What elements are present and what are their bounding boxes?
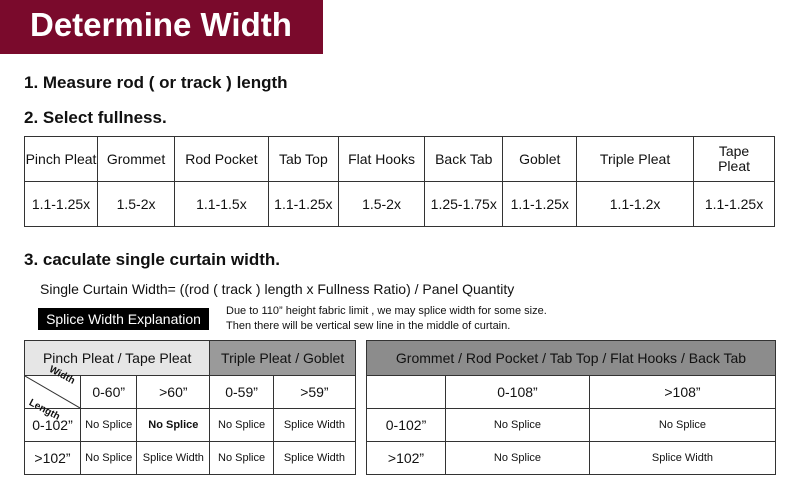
splice-note-line-2: Then there will be vertical sew line in the middle of curtain. bbox=[226, 320, 511, 332]
group-header-pinch-tape: Pinch Pleat / Tape Pleat bbox=[25, 341, 210, 376]
splice-cell: Splice Width bbox=[273, 442, 355, 475]
table-row bbox=[25, 442, 356, 475]
splice-cell: No Splice bbox=[446, 409, 590, 442]
ratio-cell: 1.25-1.75x bbox=[425, 182, 503, 227]
style-cell: Tab Top bbox=[268, 137, 338, 182]
width-range-row bbox=[367, 376, 776, 409]
style-cell: Tape Pleat bbox=[694, 137, 775, 182]
length-range-cell: >102” bbox=[367, 442, 446, 475]
ratio-cell: 1.1-1.25x bbox=[268, 182, 338, 227]
corner-width-label: Width bbox=[47, 364, 77, 387]
splice-cell: No Splice bbox=[81, 409, 137, 442]
group-header-row bbox=[367, 341, 776, 376]
ratio-cell: 1.1-1.2x bbox=[577, 182, 694, 227]
width-formula: Single Curtain Width= ((rod ( track ) length x Fullness Ratio) / Panel Quantity bbox=[40, 281, 515, 297]
splice-cell: Splice Width bbox=[589, 442, 775, 475]
splice-note-line-1: Due to 110” height fabric limit , we may splice width for some size. bbox=[226, 305, 547, 317]
style-cell: Triple Pleat bbox=[577, 137, 694, 182]
width-range-cell: 0-59” bbox=[210, 376, 274, 409]
table-row bbox=[367, 409, 776, 442]
style-cell: Pinch Pleat bbox=[25, 137, 98, 182]
splice-cell: No Splice bbox=[589, 409, 775, 442]
style-cell: Goblet bbox=[503, 137, 577, 182]
style-cell: Rod Pocket bbox=[175, 137, 269, 182]
width-range-cell: >60” bbox=[137, 376, 210, 409]
page-title: Determine Width bbox=[30, 6, 292, 43]
table-row bbox=[25, 409, 356, 442]
length-range-cell: >102” bbox=[25, 442, 81, 475]
splice-cell: No Splice bbox=[446, 442, 590, 475]
style-cell: Flat Hooks bbox=[338, 137, 424, 182]
splice-cell: No Splice bbox=[81, 442, 137, 475]
empty-corner-cell bbox=[367, 376, 446, 409]
length-range-cell: 0-102” bbox=[367, 409, 446, 442]
width-range-cell: 0-60” bbox=[81, 376, 137, 409]
fullness-ratio-row bbox=[25, 182, 775, 227]
step-1-heading: 1. Measure rod ( or track ) length bbox=[24, 73, 288, 92]
splice-cell: No Splice bbox=[210, 442, 274, 475]
splice-cell: Splice Width bbox=[273, 409, 355, 442]
table-row bbox=[367, 442, 776, 475]
width-range-cell: >59” bbox=[273, 376, 355, 409]
style-cell: Grommet bbox=[98, 137, 175, 182]
width-range-cell: >108” bbox=[589, 376, 775, 409]
group-header-grommet-etc: Grommet / Rod Pocket / Tab Top / Flat Hooks / Back Tab bbox=[367, 341, 776, 376]
ratio-cell: 1.5-2x bbox=[338, 182, 424, 227]
width-length-corner bbox=[25, 364, 81, 423]
group-header-row bbox=[25, 341, 356, 376]
width-range-row bbox=[25, 376, 356, 409]
ratio-cell: 1.1-1.25x bbox=[503, 182, 577, 227]
title-banner bbox=[0, 0, 323, 54]
splice-cell: No Splice bbox=[210, 409, 274, 442]
ratio-cell: 1.1-1.25x bbox=[25, 182, 98, 227]
width-range-cell: 0-108” bbox=[446, 376, 590, 409]
splice-table-pleat bbox=[24, 340, 356, 475]
group-header-triple-goblet: Triple Pleat / Goblet bbox=[210, 341, 356, 376]
fullness-header-row bbox=[25, 137, 775, 182]
splice-explanation-button[interactable]: Splice Width Explanation bbox=[38, 308, 209, 330]
ratio-cell: 1.1-1.25x bbox=[694, 182, 775, 227]
step-3-heading: 3. caculate single curtain width. bbox=[24, 250, 281, 269]
splice-table-standard bbox=[366, 340, 776, 475]
step-2-heading: 2. Select fullness. bbox=[24, 108, 167, 127]
corner-length-label: Length bbox=[27, 397, 62, 423]
length-range-cell: 0-102” bbox=[25, 409, 81, 442]
ratio-cell: 1.5-2x bbox=[98, 182, 175, 227]
splice-cell: Splice Width bbox=[137, 442, 210, 475]
splice-cell: No Splice bbox=[137, 409, 210, 442]
fullness-table bbox=[24, 136, 775, 227]
ratio-cell: 1.1-1.5x bbox=[175, 182, 269, 227]
style-cell: Back Tab bbox=[425, 137, 503, 182]
